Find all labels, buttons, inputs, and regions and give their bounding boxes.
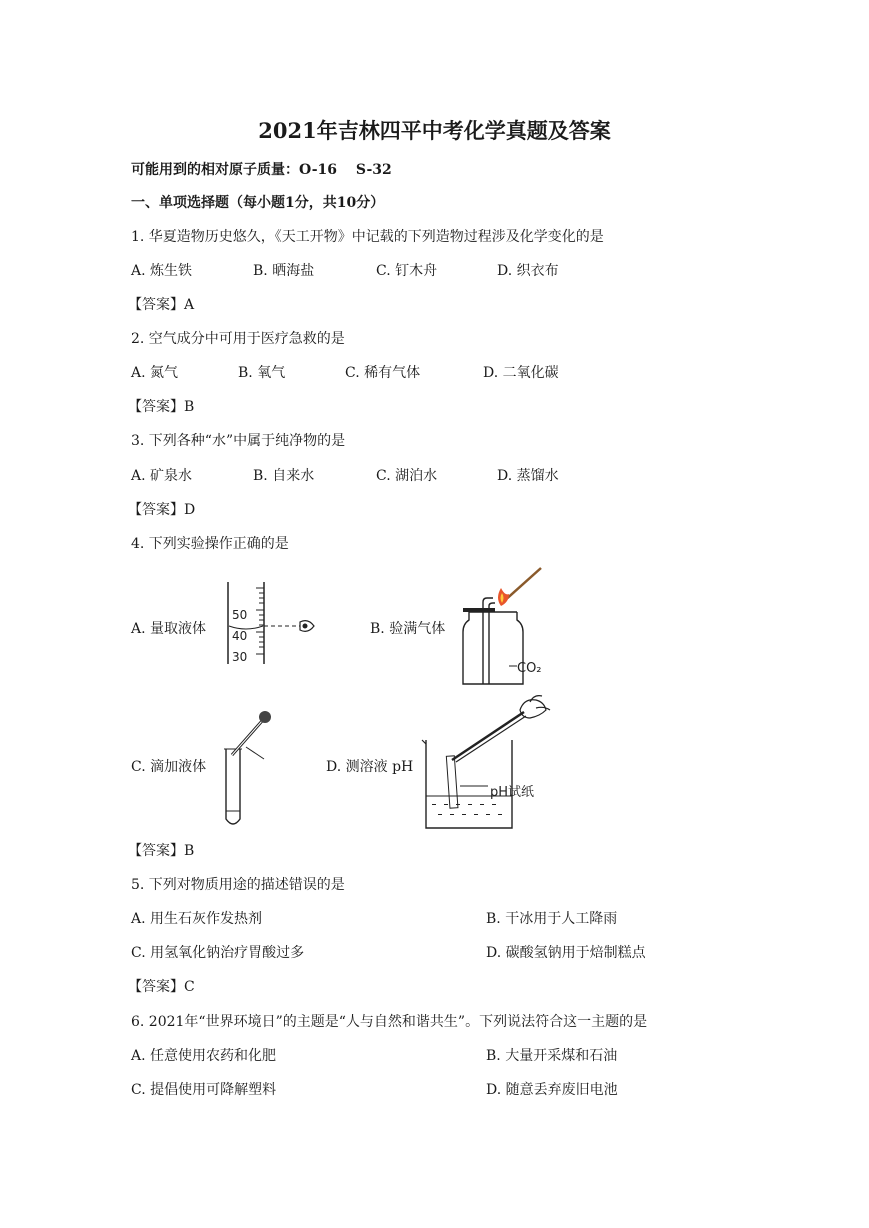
q2-option-c: C. 稀有气体 — [345, 365, 421, 381]
q3-option-d: D. 蒸馏水 — [497, 468, 559, 484]
question-6-stem: 6. 2021年“世界环境日”的主题是“人与自然和谐共生”。下列说法符合这一主题的是 — [131, 1014, 648, 1030]
gas-bottle-figure — [455, 566, 555, 688]
q1-option-d: D. 织衣布 — [497, 263, 559, 279]
q4-option-d: D. 测溶液 pH — [326, 759, 414, 775]
cylinder-label-30: 30 — [232, 650, 248, 664]
q2-option-a: A. 氮气 — [131, 365, 179, 381]
dropper-bulb — [259, 711, 271, 723]
question-5-stem: 5. 下列对物质用途的描述错误的是 — [131, 877, 345, 893]
q6-option-c: C. 提倡使用可降解塑料 — [131, 1082, 277, 1098]
q6-option-a: A. 任意使用农药和化肥 — [131, 1048, 277, 1064]
q5-answer: 【答案】C — [128, 979, 195, 995]
section-heading: 一、单项选择题（每小题1分，共10分） — [131, 195, 385, 211]
question-1-stem: 1. 华夏造物历史悠久，《天工开物》中记载的下列造物过程涉及化学变化的是 — [131, 229, 604, 245]
q6-option-d: D. 随意丢弃废旧电池 — [486, 1082, 618, 1098]
q4-option-b: B. 验满气体 — [370, 621, 446, 637]
eye-icon — [300, 621, 314, 632]
q5-option-d: D. 碳酸氢钠用于焙制糕点 — [486, 945, 646, 961]
q3-option-c: C. 湖泊水 — [376, 468, 438, 484]
dropper-test-tube-figure — [218, 709, 278, 831]
tweezers — [452, 712, 524, 760]
q3-option-a: A. 矿泉水 — [131, 468, 193, 484]
q5-option-c: C. 用氢氧化钠治疗胃酸过多 — [131, 945, 305, 961]
q2-option-b: B. 氧气 — [238, 365, 286, 381]
atomic-mass-note: 可能用到的相对原子质量：O-16 S-32 — [131, 162, 392, 178]
q1-option-c: C. 钉木舟 — [376, 263, 438, 279]
q1-option-b: B. 晒海盐 — [253, 263, 315, 279]
question-3-stem: 3. 下列各种“水”中属于纯净物的是 — [131, 433, 346, 449]
q5-option-b: B. 干冰用于人工降雨 — [486, 911, 618, 927]
ph-paper-label: pH试纸 — [490, 785, 535, 800]
q6-option-b: B. 大量开采煤和石油 — [486, 1048, 618, 1064]
q3-option-b: B. 自来水 — [253, 468, 315, 484]
co2-label: CO₂ — [517, 661, 542, 676]
page-title: 2021年吉林四平中考化学真题及答案 — [258, 118, 611, 143]
ph-paper-strip — [446, 756, 458, 808]
q2-answer: 【答案】B — [128, 399, 195, 415]
cylinder-label-50: 50 — [232, 608, 248, 622]
q4-answer: 【答案】B — [128, 843, 195, 859]
hand-icon — [520, 696, 550, 718]
q1-answer: 【答案】A — [128, 297, 195, 313]
flame-icon — [498, 588, 509, 606]
q5-option-a: A. 用生石灰作发热剂 — [131, 911, 263, 927]
cylinder-label-40: 40 — [232, 629, 248, 643]
question-4-stem: 4. 下列实验操作正确的是 — [131, 536, 289, 552]
graduated-cylinder-figure — [220, 578, 320, 668]
ph-beaker-figure — [412, 690, 572, 832]
question-2-stem: 2. 空气成分中可用于医疗急救的是 — [131, 331, 345, 347]
q3-answer: 【答案】D — [128, 502, 196, 518]
q4-option-c: C. 滴加液体 — [131, 759, 207, 775]
q2-option-d: D. 二氧化碳 — [483, 365, 559, 381]
q1-option-a: A. 炼生铁 — [131, 263, 193, 279]
q4-option-a: A. 量取液体 — [131, 621, 207, 637]
